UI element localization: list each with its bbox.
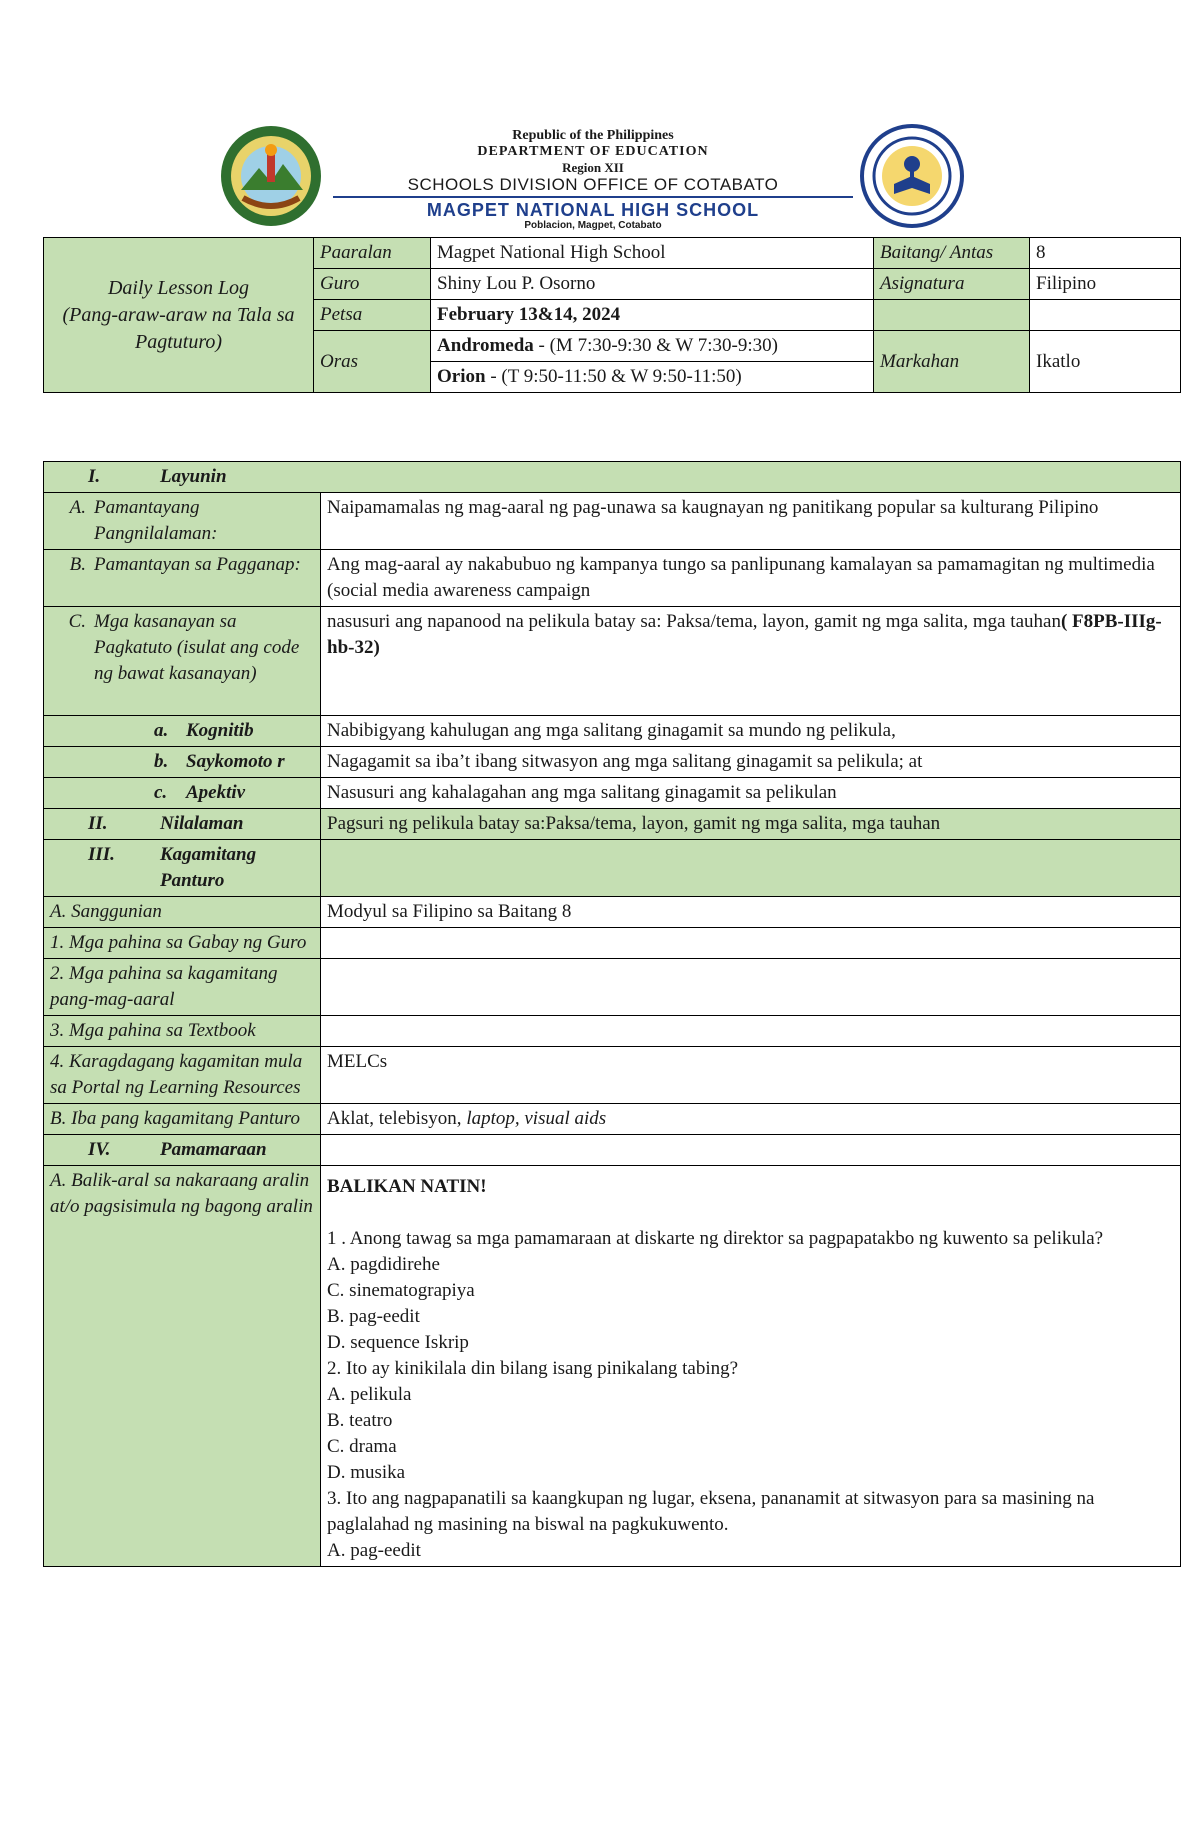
- petsa-value: February 13&14, 2024: [431, 300, 874, 331]
- choice-line: D. sequence Iskrip: [327, 1332, 469, 1353]
- title-line-1: Daily Lesson Log: [107, 276, 250, 299]
- school-seal-logo: [860, 124, 964, 228]
- pamantayang-pangnilalaman-row: [44, 493, 1181, 550]
- kasanayan-code: ( F8PB-IIIg- hb-32): [327, 611, 1162, 658]
- letterhead-text: [333, 128, 853, 232]
- nilalaman-row: [44, 809, 1181, 840]
- letterhead-department: DEPARTMENT OF EDUCATION: [477, 144, 709, 159]
- textbook-row: [44, 1016, 1181, 1047]
- letterhead: [215, 120, 975, 232]
- kognitib-value: Nabibigyang kahulugan ang mga salitang ginagamit sa mundo ng pelikula,: [321, 716, 1181, 747]
- paaralan-label: Paaralan: [314, 238, 431, 269]
- b-label: Pamantayan sa Pagganap:: [94, 554, 301, 575]
- saykomotor-value: Nagagamit sa iba’t ibang sitwasyon ang mga salitang ginagamit sa pelikula; at: [321, 747, 1181, 778]
- sanggunian-row: [44, 897, 1181, 928]
- choice-line: B. teatro: [327, 1410, 393, 1431]
- kasanayan-text: nasusuri ang napanood na pelikula batay sa: Paksa/tema, layon, gamit ng mga salita, mga tauhan: [327, 611, 1061, 632]
- gabay-guro-value: [321, 928, 1181, 959]
- sanggunian-value: Modyul sa Filipino sa Baitang 8: [321, 897, 1181, 928]
- question-line: 3. Ito ang nagpapanatili sa kaangkupan ng lugar, eksena, pananamit at sitwasyon para sa masining na paglalahad ng masining na biswal na pagkukuwento.: [327, 1488, 1095, 1535]
- kognitib-label: [44, 716, 321, 747]
- choice-line: C. sinematograpiya: [327, 1280, 475, 1301]
- kagamitang-panturo-heading: [44, 840, 321, 897]
- question-line: 2. Ito ay kinikilala din bilang isang pinikalang tabing?: [327, 1358, 739, 1379]
- kasanayan-label: [44, 607, 321, 716]
- layunin-row: [44, 462, 1181, 493]
- petsa-blank-value: [1030, 300, 1181, 331]
- nilalaman-label: Nilalaman: [160, 813, 244, 834]
- nilalaman-heading: [44, 809, 321, 840]
- portal-label: 4. Karagdagang kagamitan mula sa Portal ng Learning Resources: [44, 1047, 321, 1104]
- balik-aral-value: [321, 1166, 1181, 1567]
- c-num: C.: [68, 611, 86, 632]
- pamamaraan-blank: [321, 1135, 1181, 1166]
- asignatura-label: Asignatura: [874, 269, 1030, 300]
- letterhead-division-office: SCHOOLS DIVISION OFFICE OF COTABATO: [407, 175, 779, 194]
- c-label: Mga kasanayan sa Pagkatuto (isulat ang code ng bawat kasanayan): [94, 611, 300, 684]
- sanggunian-label: A. Sanggunian: [44, 897, 321, 928]
- pamantayang-pangnilalaman-label: [44, 493, 321, 550]
- oras-andromeda-name: Andromeda: [437, 335, 534, 356]
- pamantayan-sa-pagganap-label: [44, 550, 321, 607]
- saykomotor-row: [44, 747, 1181, 778]
- iba-value-plain: Aklat, telebisyon,: [327, 1108, 467, 1129]
- saykomotor-num: b.: [154, 751, 169, 772]
- apektiv-label: [44, 778, 321, 809]
- paaralan-value: Magpet National High School: [431, 238, 874, 269]
- letterhead-republic: Republic of the Philippines: [512, 128, 674, 143]
- markahan-value: Ikatlo: [1030, 331, 1181, 393]
- letterhead-rule: [333, 196, 853, 198]
- petsa-blank-label: [874, 300, 1030, 331]
- pamamaraan-num: IV.: [88, 1139, 111, 1160]
- letterhead-region: Region XII: [562, 160, 624, 175]
- iba-pang-kagamitan-value: [321, 1104, 1181, 1135]
- choice-line: B. pag-eedit: [327, 1306, 420, 1327]
- balikan-natin-title: BALIKAN NATIN!: [327, 1176, 487, 1197]
- gabay-guro-label: 1. Mga pahina sa Gabay ng Guro: [44, 928, 321, 959]
- apektiv-text: Apektiv: [186, 782, 246, 803]
- baitang-value: 8: [1030, 238, 1181, 269]
- layunin-num: I.: [88, 466, 101, 487]
- title-line-2: (Pang-araw-araw na Tala sa Pagtuturo): [62, 303, 295, 353]
- kognitib-text: Kognitib: [186, 720, 254, 741]
- kognitib-row: [44, 716, 1181, 747]
- asignatura-value: Filipino: [1030, 269, 1181, 300]
- kagamitang-mag-aaral-value: [321, 959, 1181, 1016]
- petsa-label: Petsa: [314, 300, 431, 331]
- markahan-label: Markahan: [874, 331, 1030, 393]
- textbook-label: 3. Mga pahina sa Textbook: [44, 1016, 321, 1047]
- division-seal-logo: [219, 124, 323, 228]
- guro-value: Shiny Lou P. Osorno: [431, 269, 874, 300]
- layunin-label: Layunin: [160, 466, 227, 487]
- letterhead-school-name: MAGPET NATIONAL HIGH SCHOOL: [426, 200, 760, 220]
- oras-label: Oras: [314, 331, 431, 393]
- choice-line: A. pelikula: [327, 1384, 412, 1405]
- baitang-label: Baitang/ Antas: [874, 238, 1030, 269]
- guro-label: Guro: [314, 269, 431, 300]
- apektiv-num: c.: [154, 782, 168, 803]
- spacer: [327, 1200, 1174, 1226]
- lesson-info-table: [43, 237, 1181, 393]
- layunin-heading: [44, 462, 1181, 493]
- portal-value: MELCs: [321, 1047, 1181, 1104]
- saykomotor-text: Saykomoto r: [186, 751, 285, 772]
- oras-orion: [431, 362, 874, 393]
- oras-andromeda-time: - (M 7:30-9:30 & W 7:30-9:30): [538, 335, 778, 356]
- kognitib-num: a.: [154, 720, 169, 741]
- textbook-value: [321, 1016, 1181, 1047]
- kagamitang-mag-aaral-label: 2. Mga pahina sa kagamitang pang-mag-aaral: [44, 959, 321, 1016]
- apektiv-value: Nasusuri ang kahalagahan ang mga salitang ginagamit sa pelikulan: [321, 778, 1181, 809]
- kasanayan-value: [321, 607, 1181, 716]
- pamantayan-sa-pagganap-row: [44, 550, 1181, 607]
- saykomotor-label: [44, 747, 321, 778]
- lesson-plan-table: [43, 461, 1181, 1567]
- kagamitang-mag-aaral-row: [44, 959, 1181, 1016]
- pamamaraan-heading: [44, 1135, 321, 1166]
- iba-pang-kagamitan-label: B. Iba pang kagamitang Panturo: [44, 1104, 321, 1135]
- gabay-guro-row: [44, 928, 1181, 959]
- kagamitan-label: Kagamitang Panturo: [160, 844, 257, 891]
- oras-orion-name: Orion: [437, 366, 486, 387]
- pamamaraan-label: Pamamaraan: [160, 1139, 267, 1160]
- question-line: 1 . Anong tawag sa mga pamamaraan at diskarte ng direktor sa pagpapatakbo ng kuwento sa pelikula?: [327, 1228, 1104, 1249]
- apektiv-row: [44, 778, 1181, 809]
- pamamaraan-row: [44, 1135, 1181, 1166]
- iba-pang-kagamitan-row: [44, 1104, 1181, 1135]
- oras-orion-time: - (T 9:50-11:50 & W 9:50-11:50): [490, 366, 742, 387]
- nilalaman-num: II.: [88, 813, 108, 834]
- balik-aral-label: A. Balik-aral sa nakaraang aralin at/o pagsisimula ng bagong aralin: [44, 1166, 321, 1567]
- balik-aral-row: [44, 1166, 1181, 1567]
- letterhead-address: Poblacion, Magpet, Cotabato: [524, 220, 662, 231]
- portal-row: [44, 1047, 1181, 1104]
- kagamitang-panturo-blank: [321, 840, 1181, 897]
- a-num: A.: [69, 497, 86, 518]
- kagamitan-num: III.: [88, 844, 115, 865]
- daily-lesson-log-title: [44, 238, 314, 393]
- nilalaman-value: Pagsuri ng pelikula batay sa:Paksa/tema, layon, gamit ng mga salita, mga tauhan: [321, 809, 1181, 840]
- choice-line: A. pag-eedit: [327, 1540, 421, 1561]
- a-label: Pamantayang Pangnilalaman:: [94, 497, 218, 544]
- pamantayang-pangnilalaman-value: Naipamamalas ng mag-aaral ng pag-unawa sa kaugnayan ng panitikang popular sa kulturang Pilipino: [321, 493, 1181, 550]
- oras-andromeda: [431, 331, 874, 362]
- question-list: [327, 1226, 1174, 1564]
- pamantayan-sa-pagganap-value: Ang mag-aaral ay nakabubuo ng kampanya tungo sa panlipunang kamalayan sa pamamagitan ng multimedia (social media awareness campaign: [321, 550, 1181, 607]
- iba-value-italic: laptop, visual aids: [466, 1108, 607, 1129]
- choice-line: A. pagdidirehe: [327, 1254, 440, 1275]
- kasanayan-row: [44, 607, 1181, 716]
- choice-line: C. drama: [327, 1436, 397, 1457]
- kagamitang-panturo-row: [44, 840, 1181, 897]
- b-num: B.: [69, 554, 86, 575]
- choice-line: D. musika: [327, 1462, 406, 1483]
